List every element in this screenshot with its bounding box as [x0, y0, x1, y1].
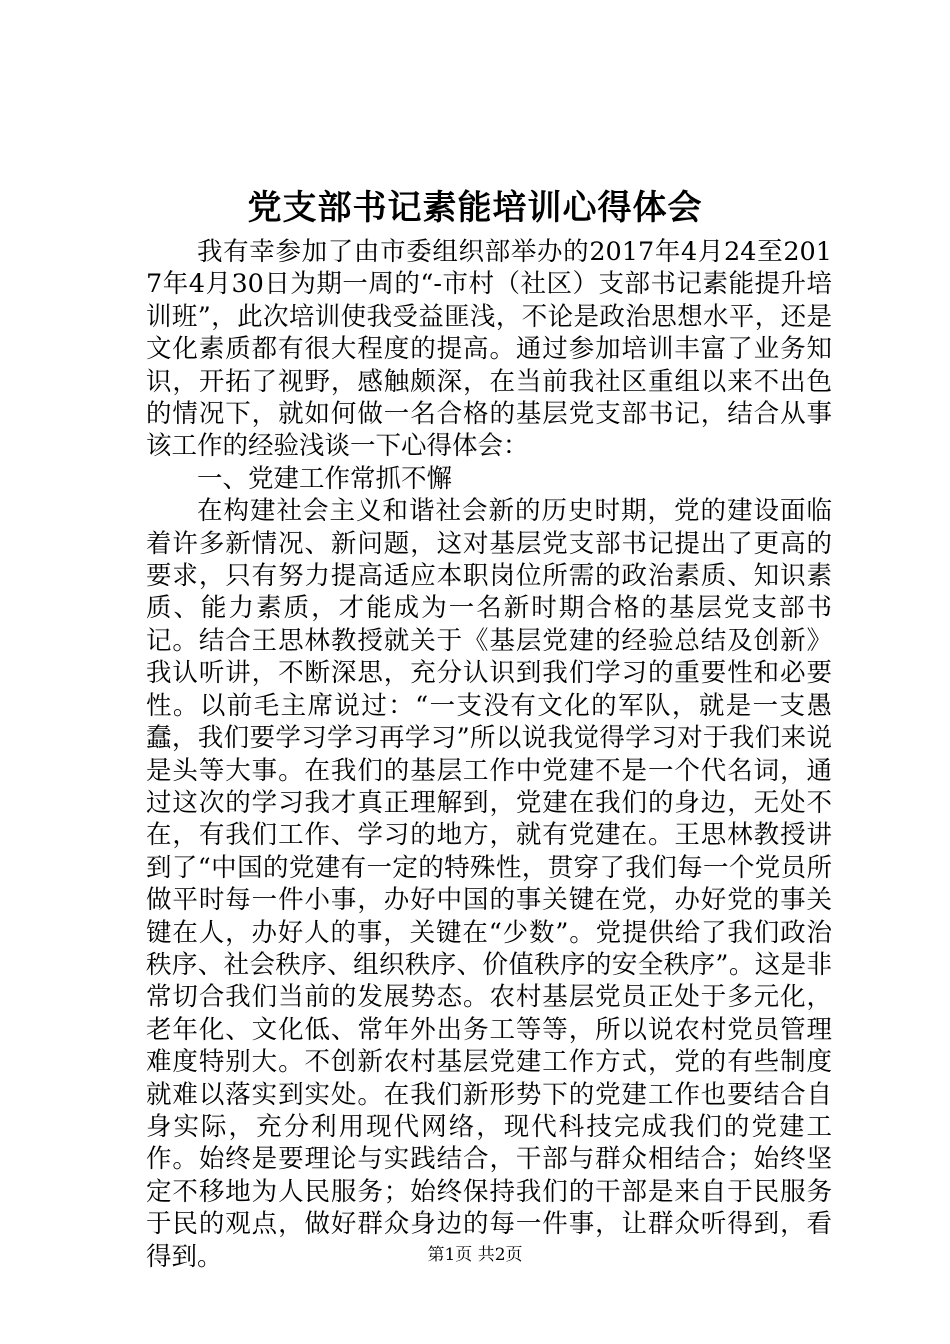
intro-paragraph: 我有幸参加了由市委组织部举办的2017年4月24至2017年4月30日为期一周的“-市村（社区）支部书记素能提升培训班”，此次培训使我受益匪浅，不论是政治思想水平，还是文化素质都有很大程度的提高。通过参加培训丰富了业务知识，开拓了视野，感触颇深，在当前我社区重组以来不出色的情况下，就如何做一名合格的基层党支部书记，结合从事该工作的经验浅谈一下心得体会： [146, 237, 832, 462]
section-paragraph: 在构建社会主义和谐社会新的历史时期，党的建设面临着许多新情况、新问题，这对基层党支部书记提出了更高的要求，只有努力提高适应本职岗位所需的政治素质、知识素质、能力素质，才能成为一名新时期合格的基层党支部书记。结合王思林教授就关于《基层党建的经验总结及创新》我认听讲，不断深思，充分认识到我们学习的重要性和必要性。以前毛主席说过：“一支没有文化的军队，就是一支愚蠢，我们要学习学习再学习”所以说我觉得学习对于我们来说是头等大事。在我们的基层工作中党建不是一个代名词，通过这次的学习我才真正理解到，党建在我们的身边，无处不在，有我们工作、学习的地方，就有党建在。王思林教授讲到了“中国的党建有一定的特殊性，贯穿了我们每一个党员所做平时每一件小事，办好中国的事关键在党，办好党的事关键在人，办好人的事，关键在“少数”。党提供给了我们政治秩序、社会秩序、组织秩序、价值秩序的安全秩序”。这是非常切合我们当前的发展势态。农村基层党员正处于多元化，老年化、文化低、常年外出务工等等，所以说农村党员管理难度特别大。不创新农村基层党建工作方式，党的有些制度就难以落实到实处。在我们新形势下的党建工作也要结合自身实际，充分利用现代网络，现代科技完成我们的党建工作。始终是要理论与实践结合，干部与群众相结合；始终坚定不移地为人民服务；始终保持我们的干部是来自于民服务于民的观点，做好群众身边的每一件事，让群众听得到，看得到。 [146, 496, 832, 1272]
page-number-footer: 第1页 共2页 [427, 1245, 523, 1265]
section-heading: 一、党建工作常抓不懈 [197, 463, 453, 494]
document-body [146, 236, 832, 1273]
document-title: 党支部书记素能培训心得体会 [247, 188, 703, 228]
